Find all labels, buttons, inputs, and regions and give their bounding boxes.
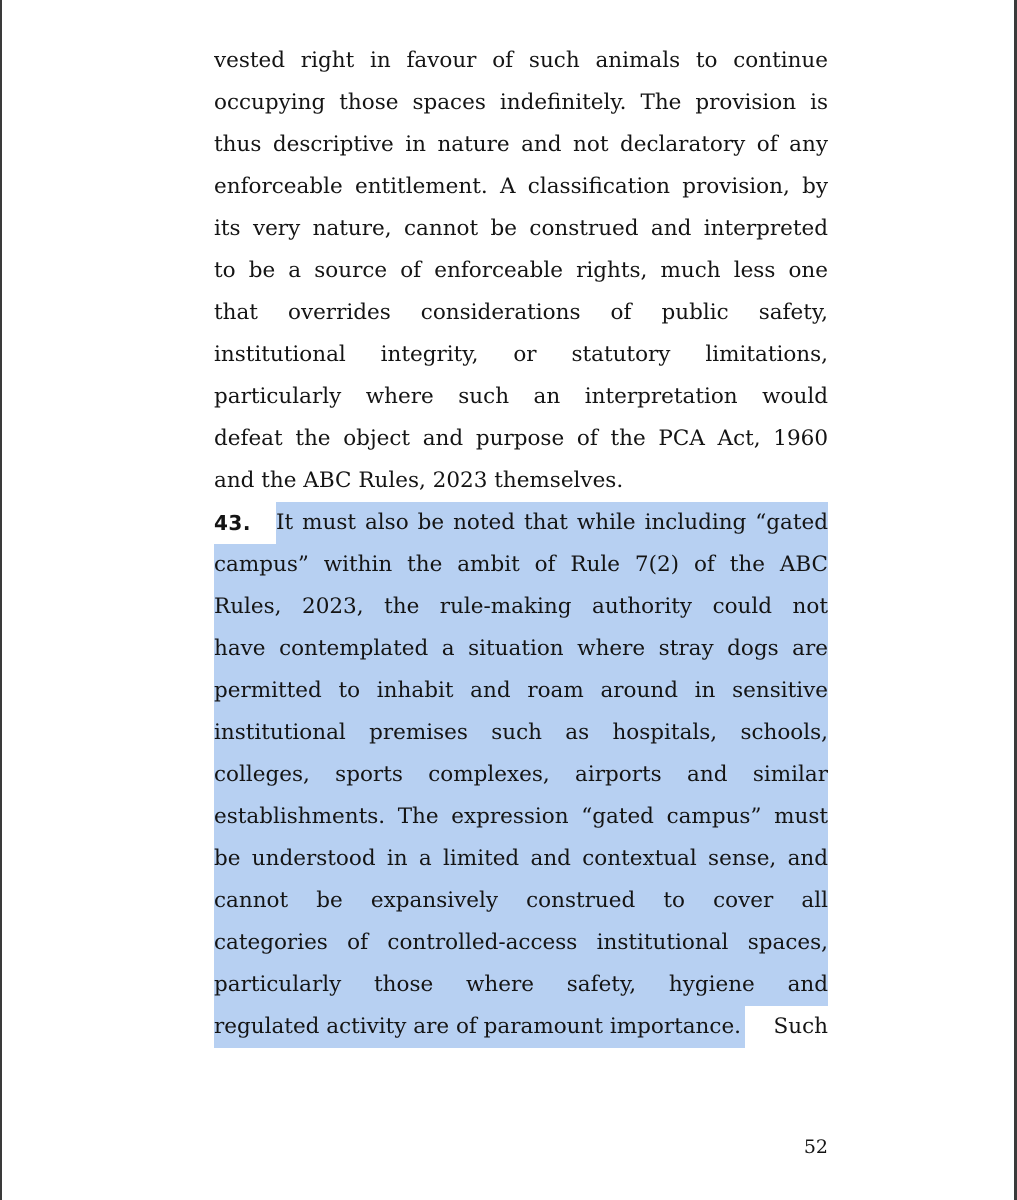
body-line: occupying those spaces indefinitely. The provision is xyxy=(214,90,828,115)
paragraph-43-last-line xyxy=(214,1006,828,1048)
highlighted-line[interactable]: categories of controlled-access institutional spaces, xyxy=(214,922,828,964)
body-line: defeat the object and purpose of the PCA Act, 1960 xyxy=(214,426,828,451)
body-line: particularly where such an interpretation would xyxy=(214,384,828,409)
body-line: that overrides considerations of public safety, xyxy=(214,300,828,325)
paragraph-43-first-line xyxy=(214,502,828,544)
highlighted-line[interactable]: cannot be expansively construed to cover all xyxy=(214,880,828,922)
highlighted-line[interactable]: particularly those where safety, hygiene and xyxy=(214,964,828,1006)
highlighted-line[interactable]: permitted to inhabit and roam around in sensitive xyxy=(214,670,828,712)
highlighted-line[interactable]: have contemplated a situation where stray dogs are xyxy=(214,628,828,670)
body-line: enforceable entitlement. A classification provision, by xyxy=(214,174,828,199)
highlighted-line[interactable]: Rules, 2023, the rule-making authority could not xyxy=(214,586,828,628)
highlighted-text[interactable]: regulated activity are of paramount importance. xyxy=(214,1006,745,1048)
page-border-left xyxy=(0,0,2,1200)
highlighted-line[interactable]: colleges, sports complexes, airports and similar xyxy=(214,754,828,796)
body-line: its very nature, cannot be construed and interpreted xyxy=(214,216,828,241)
document-body xyxy=(214,40,828,1048)
highlighted-line[interactable]: establishments. The expression “gated campus” must xyxy=(214,796,828,838)
highlighted-line[interactable]: campus” within the ambit of Rule 7(2) of the ABC xyxy=(214,544,828,586)
highlighted-text[interactable]: It must also be noted that while including “gated xyxy=(276,502,828,544)
highlighted-line[interactable]: institutional premises such as hospitals, schools, xyxy=(214,712,828,754)
body-line: vested right in favour of such animals to continue xyxy=(214,48,828,73)
page-number: 52 xyxy=(803,1136,828,1158)
body-line: and the ABC Rules, 2023 themselves. xyxy=(214,468,624,493)
paragraph-number: 43. xyxy=(214,511,251,535)
body-line: to be a source of enforceable rights, much less one xyxy=(214,258,828,283)
highlighted-line[interactable]: be understood in a limited and contextual sense, and xyxy=(214,838,828,880)
body-line: institutional integrity, or statutory limitations, xyxy=(214,342,828,367)
body-line: thus descriptive in nature and not declaratory of any xyxy=(214,132,828,157)
unhighlighted-text: Such xyxy=(766,1014,828,1039)
